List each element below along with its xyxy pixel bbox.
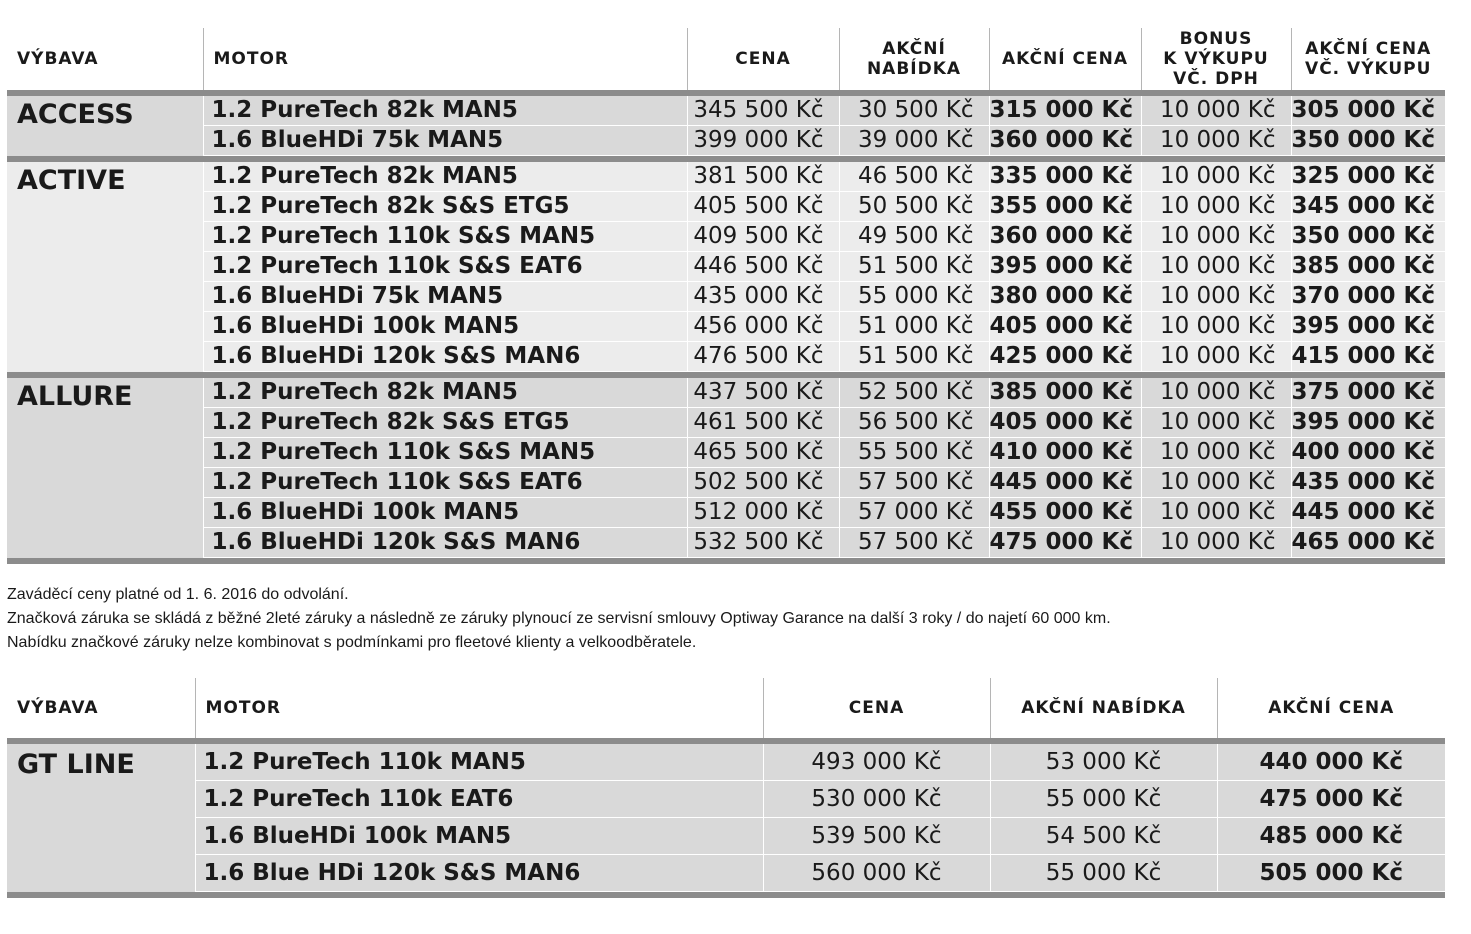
header-line: AKČNÍ bbox=[882, 39, 946, 59]
akcni-cena-cell: 405 000 Kč bbox=[989, 312, 1141, 342]
akcni-cena-cell: 410 000 Kč bbox=[989, 438, 1141, 468]
note-line: Značková záruka se skládá z běžné 2leté záruky a následně ze záruky plynoucí ze servisní smlouvy Optiway Garance na další 3 roky / do najetí 60 000 km. bbox=[7, 610, 1111, 627]
motor-cell: 1.6 BlueHDi 120k S&S MAN6 bbox=[203, 342, 687, 372]
table-row bbox=[7, 342, 1445, 372]
bonus-cell: 10 000 Kč bbox=[1141, 408, 1291, 438]
cena-cell: 560 000 Kč bbox=[763, 855, 990, 892]
table-row bbox=[7, 528, 1445, 558]
motor-cell: 1.2 PureTech 110k EAT6 bbox=[195, 781, 763, 818]
akcni-cena-cell: 355 000 Kč bbox=[989, 192, 1141, 222]
vc-vykupu-cell: 375 000 Kč bbox=[1291, 378, 1445, 408]
bonus-cell: 10 000 Kč bbox=[1141, 438, 1291, 468]
akcni-cena-cell: 475 000 Kč bbox=[1217, 781, 1445, 818]
akcni-cena-cell: 445 000 Kč bbox=[989, 468, 1141, 498]
trim-name: ACCESS bbox=[7, 96, 203, 156]
nabidka-cell: 57 000 Kč bbox=[839, 498, 989, 528]
akcni-cena-cell: 360 000 Kč bbox=[989, 126, 1141, 156]
nabidka-cell: 55 000 Kč bbox=[839, 282, 989, 312]
nabidka-cell: 55 500 Kč bbox=[839, 438, 989, 468]
nabidka-cell: 55 000 Kč bbox=[990, 855, 1217, 892]
table-row bbox=[7, 781, 1445, 818]
header-line: VČ. DPH bbox=[1173, 69, 1259, 89]
bonus-cell: 10 000 Kč bbox=[1141, 222, 1291, 252]
cena-cell: 345 500 Kč bbox=[687, 96, 839, 126]
akcni-cena-cell: 335 000 Kč bbox=[989, 162, 1141, 192]
vc-vykupu-cell: 370 000 Kč bbox=[1291, 282, 1445, 312]
motor-cell: 1.6 BlueHDi 75k MAN5 bbox=[203, 126, 687, 156]
cena-cell: 465 500 Kč bbox=[687, 438, 839, 468]
motor-cell: 1.2 PureTech 110k S&S MAN5 bbox=[203, 222, 687, 252]
header-cena: CENA bbox=[763, 678, 990, 738]
header-akcni-nabidka: AKČNÍ NABÍDKA bbox=[990, 678, 1217, 738]
cena-cell: 381 500 Kč bbox=[687, 162, 839, 192]
header-line: VČ. VÝKUPU bbox=[1305, 59, 1432, 79]
table-bottom-rule bbox=[7, 558, 1445, 565]
motor-cell: 1.2 PureTech 110k S&S MAN5 bbox=[203, 438, 687, 468]
vc-vykupu-cell: 395 000 Kč bbox=[1291, 312, 1445, 342]
table-row bbox=[7, 498, 1445, 528]
nabidka-cell: 30 500 Kč bbox=[839, 96, 989, 126]
header-vybava: VÝBAVA bbox=[17, 49, 99, 69]
cena-cell: 476 500 Kč bbox=[687, 342, 839, 372]
bonus-cell: 10 000 Kč bbox=[1141, 342, 1291, 372]
bonus-cell: 10 000 Kč bbox=[1141, 282, 1291, 312]
table-header bbox=[7, 678, 1445, 738]
nabidka-cell: 39 000 Kč bbox=[839, 126, 989, 156]
akcni-cena-cell: 440 000 Kč bbox=[1217, 744, 1445, 781]
nabidka-cell: 57 500 Kč bbox=[839, 528, 989, 558]
vc-vykupu-cell: 350 000 Kč bbox=[1291, 222, 1445, 252]
note-line: Zaváděcí ceny platné od 1. 6. 2016 do odvolání. bbox=[7, 586, 349, 603]
cena-cell: 539 500 Kč bbox=[763, 818, 990, 855]
nabidka-cell: 54 500 Kč bbox=[990, 818, 1217, 855]
motor-cell: 1.2 PureTech 82k MAN5 bbox=[203, 96, 687, 126]
table-row bbox=[7, 855, 1445, 892]
cena-cell: 502 500 Kč bbox=[687, 468, 839, 498]
akcni-cena-cell: 475 000 Kč bbox=[989, 528, 1141, 558]
header-line: AKČNÍ CENA bbox=[1305, 39, 1432, 59]
header-akcni-cena-vykup bbox=[1291, 28, 1445, 90]
nabidka-cell: 53 000 Kč bbox=[990, 744, 1217, 781]
bonus-cell: 10 000 Kč bbox=[1141, 96, 1291, 126]
header-line: BONUS bbox=[1179, 29, 1253, 49]
header-motor: MOTOR bbox=[203, 28, 687, 90]
header-akcni-cena: AKČNÍ CENA bbox=[1217, 678, 1445, 738]
table-row bbox=[7, 126, 1445, 156]
header-akcni-cena: AKČNÍ CENA bbox=[989, 28, 1141, 90]
vc-vykupu-cell: 400 000 Kč bbox=[1291, 438, 1445, 468]
price-table-main bbox=[7, 28, 1445, 564]
motor-cell: 1.2 PureTech 82k MAN5 bbox=[203, 162, 687, 192]
akcni-cena-cell: 455 000 Kč bbox=[989, 498, 1141, 528]
vc-vykupu-cell: 345 000 Kč bbox=[1291, 192, 1445, 222]
header-bonus bbox=[1141, 28, 1291, 90]
nabidka-cell: 51 500 Kč bbox=[839, 252, 989, 282]
header-line: NABÍDKA bbox=[866, 59, 962, 79]
cena-cell: 399 000 Kč bbox=[687, 126, 839, 156]
motor-cell: 1.6 BlueHDi 75k MAN5 bbox=[203, 282, 687, 312]
akcni-cena-cell: 315 000 Kč bbox=[989, 96, 1141, 126]
header-line: K VÝKUPU bbox=[1163, 49, 1269, 69]
table-row bbox=[7, 96, 1445, 126]
cena-cell: 532 500 Kč bbox=[687, 528, 839, 558]
motor-cell: 1.2 PureTech 110k S&S EAT6 bbox=[203, 252, 687, 282]
akcni-cena-cell: 395 000 Kč bbox=[989, 252, 1141, 282]
nabidka-cell: 52 500 Kč bbox=[839, 378, 989, 408]
table-row bbox=[7, 408, 1445, 438]
nabidka-cell: 51 000 Kč bbox=[839, 312, 989, 342]
vc-vykupu-cell: 395 000 Kč bbox=[1291, 408, 1445, 438]
bonus-cell: 10 000 Kč bbox=[1141, 528, 1291, 558]
nabidka-cell: 50 500 Kč bbox=[839, 192, 989, 222]
header-akcni-nabidka bbox=[839, 28, 989, 90]
akcni-cena-cell: 485 000 Kč bbox=[1217, 818, 1445, 855]
motor-cell: 1.6 BlueHDi 100k MAN5 bbox=[203, 312, 687, 342]
table-row bbox=[7, 312, 1445, 342]
bonus-cell: 10 000 Kč bbox=[1141, 162, 1291, 192]
table-header bbox=[7, 28, 1445, 90]
nabidka-cell: 51 500 Kč bbox=[839, 342, 989, 372]
motor-cell: 1.2 PureTech 82k S&S ETG5 bbox=[203, 408, 687, 438]
motor-cell: 1.2 PureTech 110k MAN5 bbox=[195, 744, 763, 781]
akcni-cena-cell: 380 000 Kč bbox=[989, 282, 1141, 312]
motor-cell: 1.2 PureTech 82k MAN5 bbox=[203, 378, 687, 408]
table-row bbox=[7, 818, 1445, 855]
akcni-cena-cell: 360 000 Kč bbox=[989, 222, 1141, 252]
trim-name: GT LINE bbox=[7, 744, 195, 892]
table-row bbox=[7, 252, 1445, 282]
motor-cell: 1.2 PureTech 82k S&S ETG5 bbox=[203, 192, 687, 222]
table-row bbox=[7, 468, 1445, 498]
footnotes bbox=[7, 583, 1111, 655]
bonus-cell: 10 000 Kč bbox=[1141, 252, 1291, 282]
akcni-cena-cell: 505 000 Kč bbox=[1217, 855, 1445, 892]
cena-cell: 493 000 Kč bbox=[763, 744, 990, 781]
bonus-cell: 10 000 Kč bbox=[1141, 378, 1291, 408]
cena-cell: 530 000 Kč bbox=[763, 781, 990, 818]
table-row bbox=[7, 378, 1445, 408]
vc-vykupu-cell: 435 000 Kč bbox=[1291, 468, 1445, 498]
cena-cell: 512 000 Kč bbox=[687, 498, 839, 528]
nabidka-cell: 56 500 Kč bbox=[839, 408, 989, 438]
bonus-cell: 10 000 Kč bbox=[1141, 192, 1291, 222]
bonus-cell: 10 000 Kč bbox=[1141, 312, 1291, 342]
trim-name: ALLURE bbox=[7, 378, 203, 558]
vc-vykupu-cell: 350 000 Kč bbox=[1291, 126, 1445, 156]
header-vybava: VÝBAVA bbox=[17, 698, 99, 718]
cena-cell: 435 000 Kč bbox=[687, 282, 839, 312]
motor-cell: 1.6 Blue HDi 120k S&S MAN6 bbox=[195, 855, 763, 892]
motor-cell: 1.6 BlueHDi 100k MAN5 bbox=[195, 818, 763, 855]
price-table-gt-line bbox=[7, 678, 1445, 898]
nabidka-cell: 46 500 Kč bbox=[839, 162, 989, 192]
cena-cell: 446 500 Kč bbox=[687, 252, 839, 282]
motor-cell: 1.6 BlueHDi 120k S&S MAN6 bbox=[203, 528, 687, 558]
vc-vykupu-cell: 445 000 Kč bbox=[1291, 498, 1445, 528]
header-cena: CENA bbox=[687, 28, 839, 90]
akcni-cena-cell: 405 000 Kč bbox=[989, 408, 1141, 438]
vc-vykupu-cell: 385 000 Kč bbox=[1291, 252, 1445, 282]
vc-vykupu-cell: 305 000 Kč bbox=[1291, 96, 1445, 126]
cena-cell: 405 500 Kč bbox=[687, 192, 839, 222]
nabidka-cell: 55 000 Kč bbox=[990, 781, 1217, 818]
table-row bbox=[7, 192, 1445, 222]
nabidka-cell: 57 500 Kč bbox=[839, 468, 989, 498]
table-row bbox=[7, 222, 1445, 252]
vc-vykupu-cell: 325 000 Kč bbox=[1291, 162, 1445, 192]
table-bottom-rule bbox=[7, 892, 1445, 899]
trim-name: ACTIVE bbox=[7, 162, 203, 372]
vc-vykupu-cell: 415 000 Kč bbox=[1291, 342, 1445, 372]
cena-cell: 437 500 Kč bbox=[687, 378, 839, 408]
table-row bbox=[7, 438, 1445, 468]
note-line: Nabídku značkové záruky nelze kombinovat s podmínkami pro fleetové klienty a velkoodběratele. bbox=[7, 634, 697, 651]
akcni-cena-cell: 385 000 Kč bbox=[989, 378, 1141, 408]
motor-cell: 1.6 BlueHDi 100k MAN5 bbox=[203, 498, 687, 528]
table-row bbox=[7, 282, 1445, 312]
cena-cell: 456 000 Kč bbox=[687, 312, 839, 342]
table-row bbox=[7, 744, 1445, 781]
bonus-cell: 10 000 Kč bbox=[1141, 468, 1291, 498]
cena-cell: 409 500 Kč bbox=[687, 222, 839, 252]
nabidka-cell: 49 500 Kč bbox=[839, 222, 989, 252]
bonus-cell: 10 000 Kč bbox=[1141, 498, 1291, 528]
table-row bbox=[7, 162, 1445, 192]
cena-cell: 461 500 Kč bbox=[687, 408, 839, 438]
bonus-cell: 10 000 Kč bbox=[1141, 126, 1291, 156]
motor-cell: 1.2 PureTech 110k S&S EAT6 bbox=[203, 468, 687, 498]
vc-vykupu-cell: 465 000 Kč bbox=[1291, 528, 1445, 558]
header-motor: MOTOR bbox=[195, 678, 763, 738]
akcni-cena-cell: 425 000 Kč bbox=[989, 342, 1141, 372]
